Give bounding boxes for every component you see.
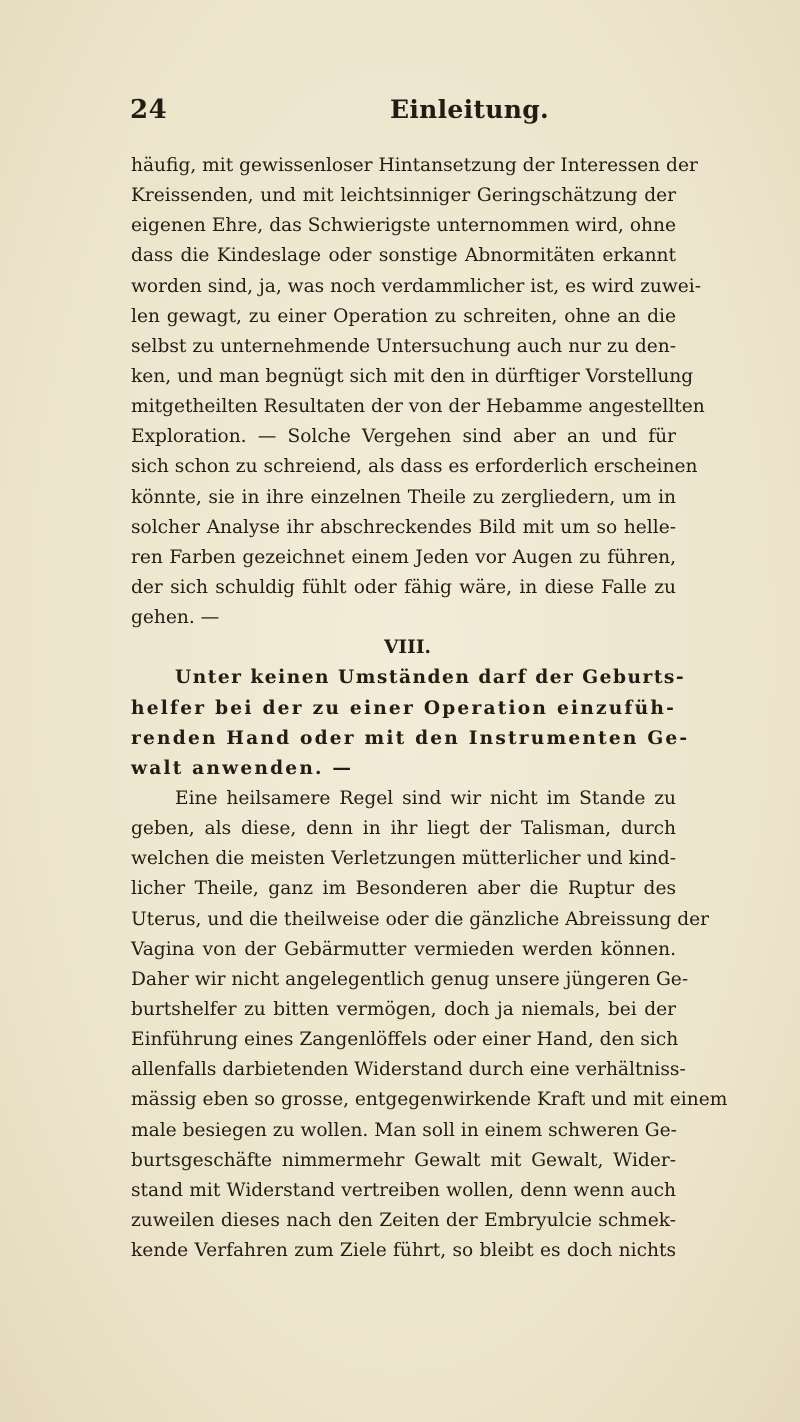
- page-number: 24: [130, 95, 168, 125]
- rule-line: helfer bei der zu einer Operation einzufüh-: [131, 697, 676, 719]
- text-line: licher Theile, ganz im Besonderen aber die Ruptur des: [131, 878, 676, 900]
- text-line: Kreissenden, und mit leichtsinniger Geringschätzung der: [131, 185, 676, 207]
- text-line: Daher wir nicht angelegentlich genug unsere jüngeren Ge-: [131, 968, 689, 990]
- text-line: könnte, sie in ihre einzelnen Theile zu zergliedern, um in: [131, 486, 676, 508]
- running-head: Einleitung.: [390, 95, 550, 124]
- text-line: burtshelfer zu bitten vermögen, doch ja niemals, bei der: [131, 998, 676, 1020]
- text-line: eigenen Ehre, das Schwierigste unternommen wird, ohne: [131, 215, 676, 237]
- text-line: welchen die meisten Verletzungen mütterlicher und kind-: [131, 848, 676, 870]
- section-number: VIII.: [384, 637, 431, 659]
- text-line: burtsgeschäfte nimmermehr Gewalt mit Gewalt, Wider-: [131, 1149, 676, 1171]
- text-line: Exploration. — Solche Vergehen sind aber an und für: [131, 426, 676, 448]
- text-line: ken, und man begnügt sich mit den in dürftiger Vorstellung: [131, 365, 694, 387]
- text-line: gehen. —: [131, 607, 220, 629]
- text-line: Uterus, und die theilweise oder die gänzliche Abreissung der: [131, 908, 709, 930]
- rule-line: Unter keinen Umständen darf der Geburts-: [175, 667, 686, 689]
- text-line: zuweilen dieses nach den Zeiten der Embryulcie schmek-: [131, 1209, 676, 1231]
- rule-line: renden Hand oder mit den Instrumenten Ge-: [131, 727, 690, 749]
- text-line: Eine heilsamere Regel sind wir nicht im Stande zu: [175, 787, 676, 809]
- text-line: mässig eben so grosse, entgegenwirkende Kraft und mit einem: [131, 1089, 728, 1111]
- text-line: worden sind, ja, was noch verdammlicher ist, es wird zuwei-: [131, 275, 702, 297]
- text-line: ren Farben gezeichnet einem Jeden vor Augen zu führen,: [131, 546, 676, 568]
- text-line: der sich schuldig fühlt oder fähig wäre, in diese Falle zu: [131, 576, 676, 598]
- page-header: [0, 95, 800, 135]
- paragraph-2: [131, 784, 728, 1266]
- text-line: häufig, mit gewissenloser Hintansetzung der Interessen der: [131, 155, 698, 176]
- text-line: dass die Kindeslage oder sonstige Abnormitäten erkannt: [131, 245, 676, 267]
- text-line: solcher Analyse ihr abschreckendes Bild mit um so helle-: [131, 516, 676, 538]
- text-line: allenfalls darbietenden Widerstand durch eine verhältniss-: [131, 1059, 686, 1081]
- text-line: sich schon zu schreiend, als dass es erforderlich erscheinen: [131, 456, 698, 478]
- text-line: Einführung eines Zangenlöffels oder einer Hand, den sich: [131, 1029, 679, 1051]
- text-line: mitgetheilten Resultaten der von der Hebamme angestellten: [131, 396, 705, 418]
- text-line: stand mit Widerstand vertreiben wollen, denn wenn auch: [131, 1179, 676, 1201]
- body-text: [131, 151, 728, 1266]
- text-line: geben, als diese, denn in ihr liegt der Talisman, durch: [131, 818, 676, 840]
- rule-statement: [131, 663, 690, 784]
- text-line: len gewagt, zu einer Operation zu schreiten, ohne an die: [131, 305, 676, 327]
- text-line: male besiegen zu wollen. Man soll in einem schweren Ge-: [131, 1119, 677, 1141]
- text-line: selbst zu unternehmende Untersuchung auch nur zu den-: [131, 335, 676, 357]
- text-line: kende Verfahren zum Ziele führt, so bleibt es doch nichts: [131, 1240, 676, 1262]
- rule-line: walt anwenden. —: [131, 757, 354, 779]
- paragraph-1: [131, 151, 705, 633]
- text-line: Vagina von der Gebärmutter vermieden werden können.: [131, 938, 676, 960]
